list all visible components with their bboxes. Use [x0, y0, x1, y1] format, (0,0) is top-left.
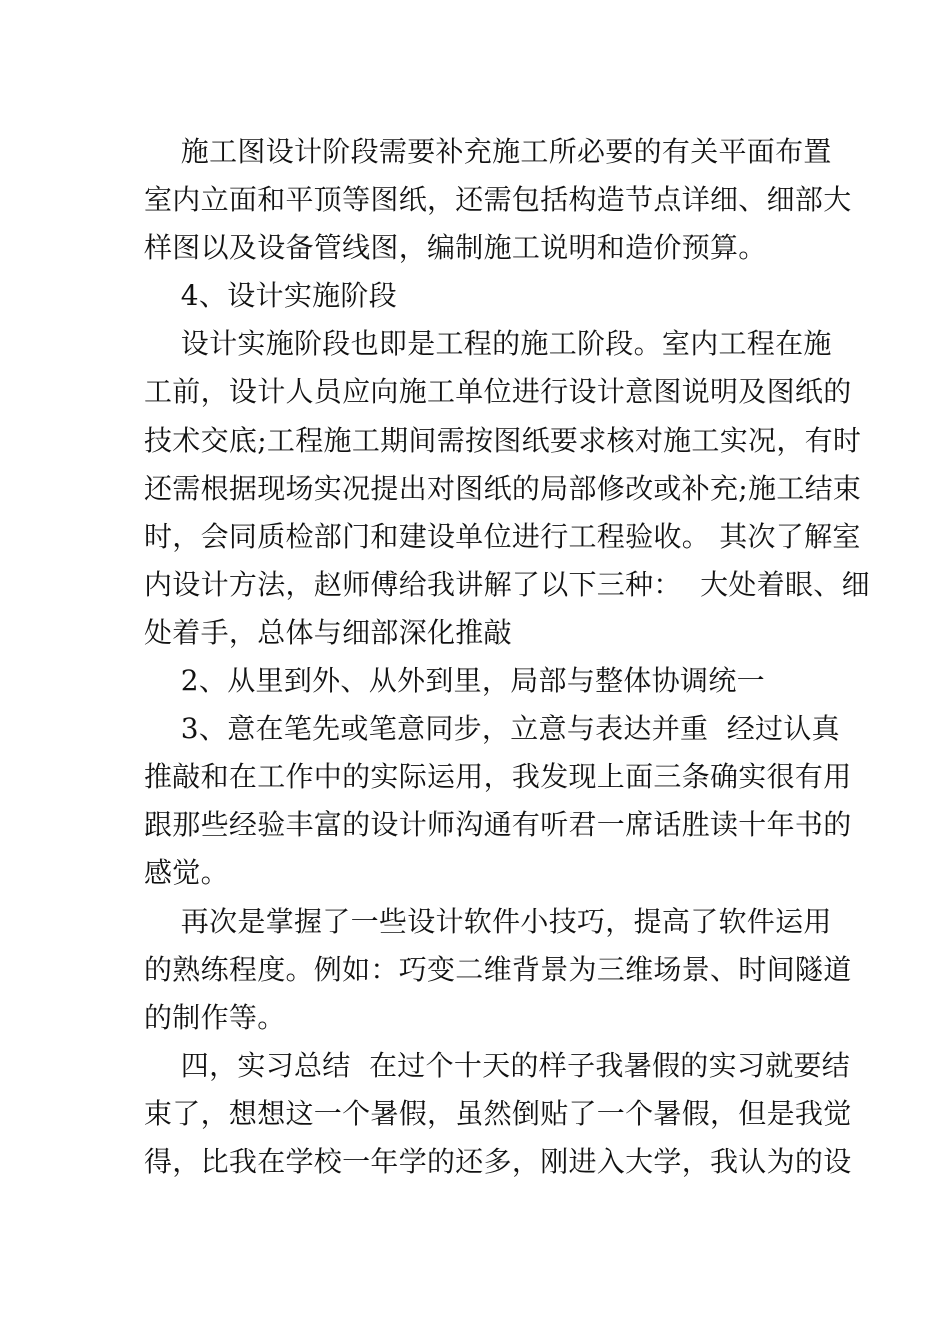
- text-line: 跟那些经验丰富的设计师沟通有听君一席话胜读十年书的: [144, 808, 852, 842]
- text-line: 束了，想想这一个暑假，虽然倒贴了一个暑假，但是我觉: [144, 1096, 852, 1130]
- body-text: [144, 128, 870, 1186]
- text-line: 处着手，总体与细部深化推敲: [144, 615, 512, 649]
- section-heading: 4、设计实施阶段: [144, 279, 398, 313]
- text-line: 样图以及设备管线图，编制施工说明和造价预算。: [144, 231, 767, 265]
- list-item: 2、从里到外、从外到里，局部与整体协调统一: [144, 664, 765, 698]
- text-line: 的制作等。: [144, 1000, 286, 1034]
- text-line: 时，会同质检部门和建设单位进行工程验收。 其次了解室: [144, 519, 861, 553]
- text-line: 四，实习总结 在过个十天的样子我暑假的实习就要结: [144, 1048, 851, 1082]
- text-line: 感觉。: [144, 856, 229, 890]
- text-line: 技术交底;工程施工期间需按图纸要求核对施工实况，有时: [144, 423, 862, 457]
- text-line: 得，比我在学校一年学的还多，刚进入大学，我认为的设: [144, 1144, 852, 1178]
- text-line: 再次是掌握了一些设计软件小技巧，提高了软件运用: [144, 904, 832, 938]
- text-line: 工前，设计人员应向施工单位进行设计意图说明及图纸的: [144, 375, 852, 409]
- text-line: 设计实施阶段也即是工程的施工阶段。室内工程在施: [144, 327, 832, 361]
- list-item: 3、意在笔先或笔意同步，立意与表达并重 经过认真: [144, 712, 840, 746]
- text-line: 内设计方法，赵师傅给我讲解了以下三种： 大处着眼、细: [144, 567, 870, 601]
- text-line: 施工图设计阶段需要补充施工所必要的有关平面布置: [144, 135, 832, 168]
- text-line: 推敲和在工作中的实际运用，我发现上面三条确实很有用: [144, 760, 852, 794]
- text-line: 的熟练程度。例如：巧变二维背景为三维场景、时间隧道: [144, 952, 852, 986]
- text-line: 还需根据现场实况提出对图纸的局部修改或补充;施工结束: [144, 471, 862, 505]
- text-line: 室内立面和平顶等图纸，还需包括构造节点详细、细部大: [144, 183, 852, 217]
